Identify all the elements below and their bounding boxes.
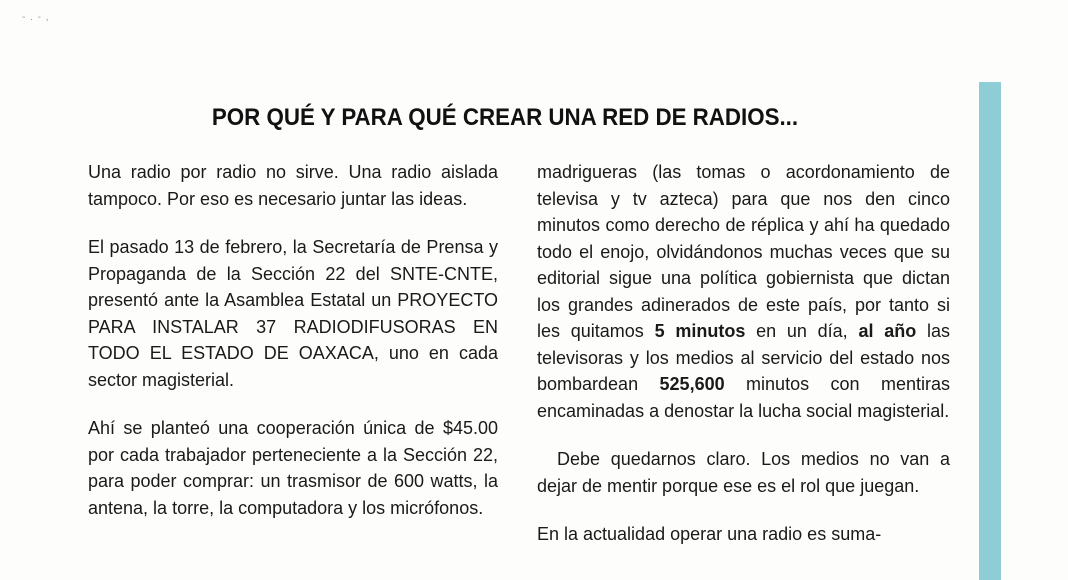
page-title: POR QUÉ Y PARA QUÉ CREAR UNA RED DE RADIOS... <box>211 104 799 131</box>
paragraph: En la actualidad operar una radio es suma- <box>537 524 882 544</box>
bold-text: 5 minutos <box>654 321 746 341</box>
paragraph: Debe quedarnos claro. Los medios no van a dejar de mentir porque ese es el rol que juegan. <box>537 449 950 496</box>
paragraph: Una radio por radio no sirve. Una radio aislada tampoco. Por eso es necesario juntar las ideas. <box>88 162 498 209</box>
bold-text: al año <box>858 321 917 341</box>
paragraph-text: minutos con mentiras encaminadas a denostar la lucha social magisterial. <box>537 374 951 421</box>
paragraph-text: las televisoras y los medios al servicio del estado nos bombardean <box>537 321 951 394</box>
paragraph-text: madrigueras (las tomas o acordonamiento de televisa y tv azteca) para que nos den cinco minutos como derecho de réplica y ahí ha quedado todo el enojo, olvidándonos muchas veces que su editorial sigue una política gobiernista que dictan los grandes adinerados de este país, por tanto si les quitamos <box>537 162 950 341</box>
paragraph <box>537 159 950 424</box>
bold-text: 525,600 <box>659 374 725 394</box>
paragraph-text: en un día, <box>745 321 859 341</box>
paragraph: Ahí se planteó una cooperación única de $45.00 por cada trabajador perteneciente a la Sección 22, para poder comprar: un trasmisor de 600 watts, la antena, la torre, la computadora y los micrófonos. <box>88 418 498 518</box>
left-column <box>88 159 498 543</box>
scan-artifact: - . - , <box>22 12 50 23</box>
right-column <box>537 159 950 570</box>
paragraph: El pasado 13 de febrero, la Secretaría de Prensa y Propaganda de la Sección 22 del SNTE-CNTE, presentó ante la Asamblea Estatal un PROYECTO PARA INSTALAR 37 RADIODIFUSORAS EN TODO EL ESTADO DE OAXACA, uno en cada sector magisterial. <box>88 237 498 390</box>
side-color-bar <box>979 82 1001 580</box>
